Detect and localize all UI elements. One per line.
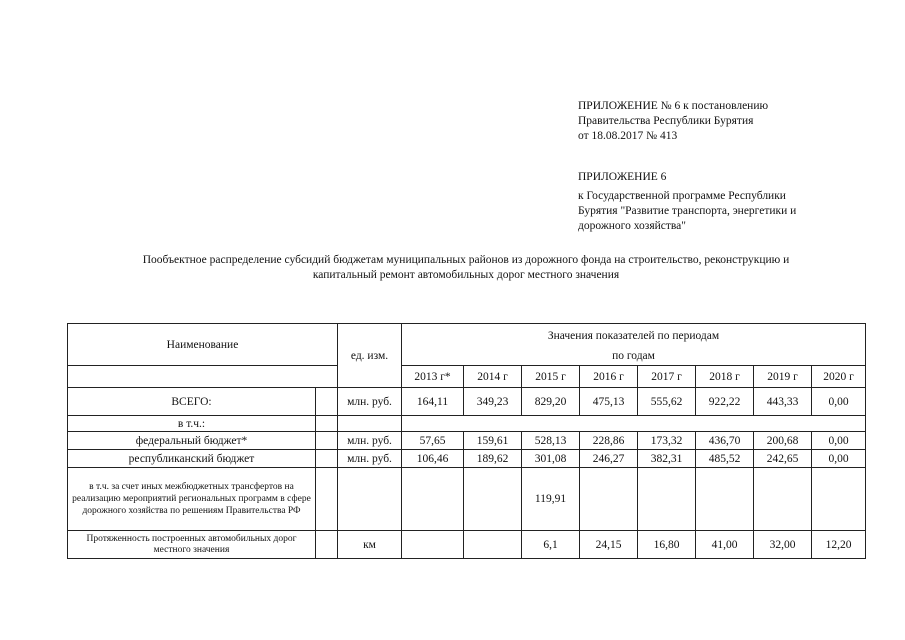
row-value: 246,27: [580, 450, 638, 468]
year-header: 2013 г*: [402, 366, 464, 388]
year-header: 2015 г: [522, 366, 580, 388]
row-value: 0,00: [812, 450, 866, 468]
row-unit: [338, 468, 402, 531]
row-name: в т.ч.:: [68, 416, 316, 432]
row-spacer: [316, 416, 338, 432]
row-value: 228,86: [580, 432, 638, 450]
year-header: 2020 г: [812, 366, 866, 388]
row-value: 443,33: [754, 388, 812, 416]
row-value: 12,20: [812, 531, 866, 559]
row-unit: млн. руб.: [338, 450, 402, 468]
approval-header: [578, 99, 768, 144]
header-line: от 18.08.2017 № 413: [578, 130, 678, 142]
header-values: Значения показателей по периодам: [402, 324, 866, 348]
row-value: 829,20: [522, 388, 580, 416]
header-line: ПРИЛОЖЕНИЕ № 6 к постановлению: [578, 100, 769, 112]
title-line: Пообъектное распределение субсидий бюджетам муниципальных районов из дорожного фонда на строительство, реконструкцию и: [142, 254, 790, 266]
table-row: [68, 468, 866, 531]
row-value: [638, 468, 696, 531]
row-value: [464, 531, 522, 559]
row-value: 0,00: [812, 388, 866, 416]
row-value: [754, 468, 812, 531]
row-name: Протяженность построенных автомобильных дорог местного значения: [68, 531, 316, 559]
header-line: Правительства Республики Бурятия: [578, 115, 754, 127]
row-values-empty: [402, 416, 866, 432]
row-value: 57,65: [402, 432, 464, 450]
row-value: 485,52: [696, 450, 754, 468]
subsidy-table: [67, 323, 866, 559]
table-row: [68, 531, 866, 559]
row-value: 159,61: [464, 432, 522, 450]
row-spacer: [316, 388, 338, 416]
row-value: [696, 468, 754, 531]
row-unit: млн. руб.: [338, 432, 402, 450]
header-unit: ед. изм.: [338, 324, 402, 388]
row-name: федеральный бюджет*: [68, 432, 316, 450]
row-value: 41,00: [696, 531, 754, 559]
row-spacer: [316, 450, 338, 468]
row-unit: млн. руб.: [338, 388, 402, 416]
header-line: Бурятия "Развитие транспорта, энергетики и: [578, 205, 797, 217]
row-value: 189,62: [464, 450, 522, 468]
header-line: ПРИЛОЖЕНИЕ 6: [578, 171, 667, 183]
row-value: [402, 531, 464, 559]
header-by-years: по годам: [402, 348, 866, 366]
year-header: 2018 г: [696, 366, 754, 388]
row-value: 436,70: [696, 432, 754, 450]
year-header: 2016 г: [580, 366, 638, 388]
row-value: 16,80: [638, 531, 696, 559]
row-value: 24,15: [580, 531, 638, 559]
row-name: в т.ч. за счет иных межбюджетных трансфертов на реализацию мероприятий региональных программ в сфере дорожного хозяйства по решениям Правительства РФ: [68, 468, 316, 531]
row-unit: [338, 416, 402, 432]
row-value: 555,62: [638, 388, 696, 416]
row-unit: км: [338, 531, 402, 559]
row-value: 922,22: [696, 388, 754, 416]
table-row: [68, 432, 866, 450]
table-row: [68, 388, 866, 416]
year-header: 2014 г: [464, 366, 522, 388]
header-name: Наименование: [68, 324, 338, 366]
row-spacer: [316, 531, 338, 559]
row-value: 32,00: [754, 531, 812, 559]
title-line: капитальный ремонт автомобильных дорог местного значения: [312, 269, 620, 281]
row-value: 475,13: [580, 388, 638, 416]
document-title: [100, 253, 832, 283]
row-value: 119,91: [522, 468, 580, 531]
row-value: 173,32: [638, 432, 696, 450]
row-name: ВСЕГО:: [68, 388, 316, 416]
row-value: 6,1: [522, 531, 580, 559]
row-value: 242,65: [754, 450, 812, 468]
row-spacer: [316, 468, 338, 531]
header-name-spacer: [68, 366, 338, 388]
appendix-header: [578, 170, 796, 234]
row-value: [402, 468, 464, 531]
year-header: 2017 г: [638, 366, 696, 388]
row-value: 164,11: [402, 388, 464, 416]
row-value: 0,00: [812, 432, 866, 450]
header-line: дорожного хозяйства": [578, 220, 686, 232]
row-name: республиканский бюджет: [68, 450, 316, 468]
row-value: 528,13: [522, 432, 580, 450]
row-value: 200,68: [754, 432, 812, 450]
table-row: [68, 416, 866, 432]
row-value: [580, 468, 638, 531]
row-value: 106,46: [402, 450, 464, 468]
row-value: 349,23: [464, 388, 522, 416]
year-header: 2019 г: [754, 366, 812, 388]
row-value: [812, 468, 866, 531]
header-line: к Государственной программе Республики: [578, 190, 786, 202]
row-value: 301,08: [522, 450, 580, 468]
row-value: 382,31: [638, 450, 696, 468]
row-spacer: [316, 432, 338, 450]
table-row: [68, 450, 866, 468]
row-value: [464, 468, 522, 531]
